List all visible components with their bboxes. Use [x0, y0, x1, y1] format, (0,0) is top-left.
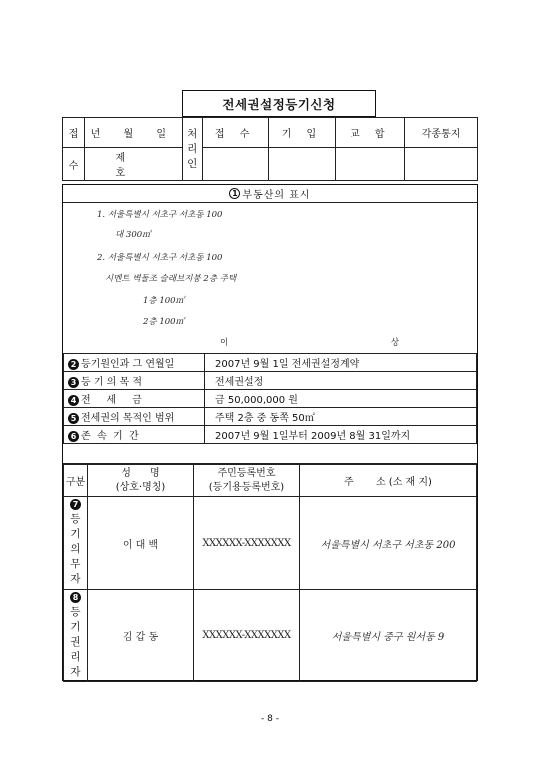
- reception-cell: [202, 148, 268, 181]
- detail-label-text: 존 속 기 간: [81, 431, 139, 442]
- detail-number-badge: 4: [68, 395, 79, 406]
- detail-label-text: 등 기 의 목 적: [81, 377, 143, 388]
- property-section-label: 부동산의 표시: [242, 190, 311, 201]
- detail-row: [64, 426, 477, 444]
- parties-table: [63, 464, 477, 682]
- detail-label: [64, 372, 205, 390]
- right-holder-number-badge: 8: [70, 592, 81, 603]
- role-char: 리: [70, 650, 81, 663]
- reception-side-label-top: 접: [63, 118, 85, 148]
- id-header-label: 주민등록번호: [217, 467, 276, 479]
- property-line: 2. 서울특별시 서초구 서초동 100: [97, 253, 223, 263]
- detail-number-badge: 2: [68, 359, 79, 370]
- role-char: 의: [70, 543, 81, 555]
- property-line: 1. 서울특별시 서초구 서초동 100: [97, 210, 223, 220]
- detail-label-text: 전 세 금: [81, 395, 142, 406]
- column-reception: 접 수: [202, 118, 268, 148]
- role-char: 자: [70, 665, 81, 678]
- number-label: 제 호: [84, 148, 182, 181]
- detail-label: [64, 390, 205, 408]
- obligor-address: 서울특별시 서초구 서초동 200: [300, 497, 477, 590]
- notices-cell: [405, 148, 478, 181]
- role-char: 기: [70, 620, 81, 633]
- detail-value: 2007년 9월 1일 전세권설정계약: [205, 354, 477, 372]
- property-section-title: [63, 185, 477, 203]
- division-header: 구분: [64, 465, 88, 497]
- role-char: 기: [70, 528, 81, 540]
- process-label-char: 인: [187, 157, 198, 170]
- detail-label: [64, 408, 205, 426]
- details-table: [63, 353, 477, 444]
- detail-number-badge: 3: [68, 377, 79, 388]
- name-header-sub: (상호·명칭): [115, 481, 166, 493]
- right-holder-role: [64, 590, 88, 682]
- detail-number-badge: 5: [68, 413, 79, 424]
- right-holder-address: 서울특별시 중구 원서동 9: [300, 590, 477, 682]
- name-header: [88, 465, 194, 497]
- reception-table: [62, 117, 478, 181]
- detail-row: [64, 390, 477, 408]
- page-number: - 8 -: [261, 714, 279, 724]
- address-header: 주 소 (소 재 지): [300, 465, 477, 497]
- blank-row: [63, 443, 477, 464]
- detail-value: 전세권설정: [205, 372, 477, 390]
- obligor-id: XXXXXX-XXXXXXX: [194, 497, 300, 590]
- process-label-char: 처: [187, 127, 198, 140]
- detail-label: [64, 426, 205, 444]
- property-line: 2층 100㎡: [143, 317, 185, 327]
- role-char: 자: [70, 573, 81, 585]
- detail-number-badge: 6: [68, 431, 79, 442]
- id-header-sub: (등기용등록번호): [208, 481, 285, 493]
- property-line: 1층 100㎡: [143, 296, 185, 306]
- detail-label: [64, 354, 205, 372]
- property-description: [63, 203, 480, 353]
- detail-value: 2007년 9월 1일부터 2009년 8월 31일까지: [205, 426, 477, 444]
- obligor-name: 이 대 백: [88, 497, 194, 590]
- date-label: 년 월 일: [84, 118, 182, 148]
- column-notices: 각종통지: [405, 118, 478, 148]
- property-line: 대 300㎡: [115, 230, 151, 240]
- detail-row: [64, 372, 477, 390]
- parties-header-row: [64, 465, 477, 497]
- detail-value: 주택 2층 중 동쪽 50㎡: [205, 408, 477, 426]
- detail-label-text: 전세권의 목적인 범위: [81, 413, 175, 424]
- detail-value: 금 50,000,000 원: [205, 390, 477, 408]
- column-collation: 교 합: [336, 118, 405, 148]
- name-header-label: 성 명: [121, 467, 160, 479]
- right-holder-row: [64, 590, 477, 682]
- obligor-role: [64, 497, 88, 590]
- detail-row: [64, 354, 477, 372]
- entry-cell: [268, 148, 336, 181]
- property-line: 시멘트 벽돌조 슬래브지붕 2층 주택: [105, 274, 237, 284]
- process-label: [182, 118, 202, 181]
- section-number-badge: 1: [229, 188, 240, 199]
- reception-side-label-bottom: 수: [63, 148, 85, 181]
- column-entry: 기 입: [268, 118, 336, 148]
- document-title: 전세권설정등기신청: [182, 90, 376, 117]
- collation-cell: [336, 148, 405, 181]
- process-label-char: 리: [187, 142, 198, 155]
- right-holder-name: 김 갑 동: [88, 590, 194, 682]
- role-char: 권: [70, 635, 81, 648]
- detail-row: [64, 408, 477, 426]
- role-char: 등: [70, 513, 81, 525]
- obligor-row: [64, 497, 477, 590]
- role-char: 무: [70, 558, 81, 570]
- detail-label-text: 등기원인과 그 연월일: [81, 359, 175, 370]
- obligor-number-badge: 7: [70, 499, 81, 510]
- id-header: [194, 465, 300, 497]
- role-char: 등: [70, 605, 81, 618]
- right-holder-id: XXXXXX-XXXXXXX: [194, 590, 300, 682]
- end-mark: 이 상: [220, 338, 480, 348]
